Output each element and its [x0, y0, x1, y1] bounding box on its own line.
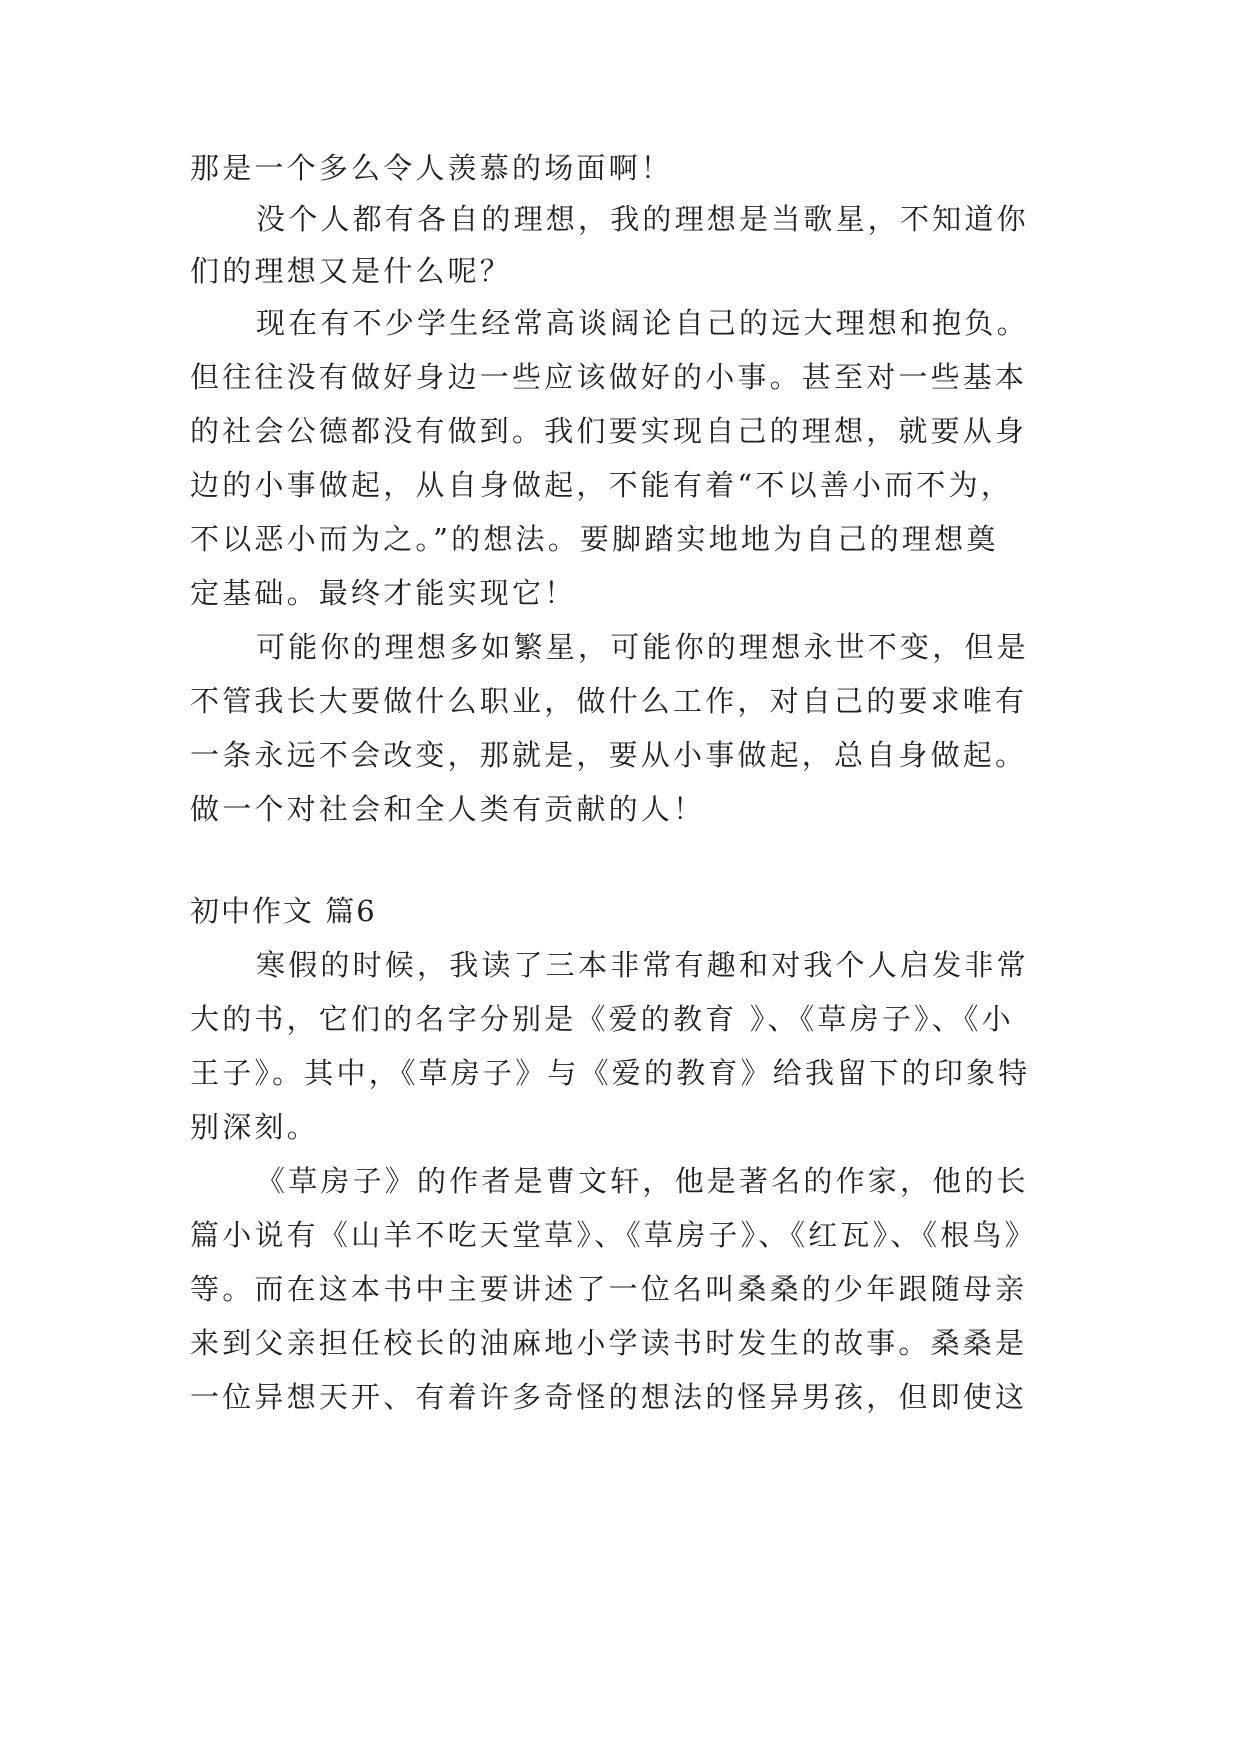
- text-line: 但往往没有做好身边一些应该做好的小事。甚至对一些基本: [190, 360, 1028, 394]
- text-line: 那是一个多么令人羡慕的场面啊！: [190, 151, 674, 185]
- paragraph-start-line: 现在有不少学生经常高谈阔论自己的远大理想和抱负。: [256, 306, 1029, 340]
- text-line: 不管我长大要做什么职业，做什么工作，对自己的要求唯有: [190, 684, 1028, 718]
- text-line: 篇小说有《山羊不吃天堂草》、《草房子》、《红瓦》、《根鸟》: [190, 1218, 1037, 1252]
- text-line: 不以恶小而为之。”的想法。要脚踏实地地为自己的理想奠: [190, 522, 999, 556]
- paragraph-start-line: 可能你的理想多如繁星，可能你的理想永世不变，但是: [256, 630, 1029, 664]
- text-line: 定基础。最终才能实现它！: [190, 576, 577, 610]
- text-line: 别深刻。: [190, 1110, 319, 1144]
- text-line: 大的书，它们的名字分别是《爱的教育 》、《草房子》、《小: [190, 1002, 1014, 1036]
- text-line: 一条永远不会改变，那就是，要从小事做起，总自身做起。: [190, 738, 1028, 772]
- text-line: 一位异想天开、有着许多奇怪的想法的怪异男孩，但即使这: [190, 1380, 1028, 1414]
- text-line: 王子》。其中，《草房子》与《爱的教育》给我留下的印象特: [190, 1056, 1031, 1090]
- paragraph-start-line: 没个人都有各自的理想，我的理想是当歌星，不知道你: [256, 202, 1029, 236]
- text-line: 的社会公德都没有做到。我们要实现自己的理想，就要从身: [190, 414, 1028, 448]
- text-line: 边的小事做起，从自身做起，不能有着“不以善小而不为，: [190, 468, 1014, 502]
- text-line: 等。而在这本书中主要讲述了一位名叫桑桑的少年跟随母亲: [190, 1272, 1028, 1306]
- paragraph-start-line: 寒假的时候，我读了三本非常有趣和对我个人启发非常: [256, 948, 1029, 982]
- text-line: 来到父亲担任校长的油麻地小学读书时发生的故事。桑桑是: [190, 1326, 1028, 1360]
- paragraph-start-line: 《草房子》的作者是曹文轩，他是著名的作家，他的长: [256, 1164, 1029, 1198]
- section-title: 初中作文 篇6: [190, 894, 377, 928]
- text-line: 们的理想又是什么呢？: [190, 254, 513, 288]
- text-line: 做一个对社会和全人类有贡献的人！: [190, 792, 706, 826]
